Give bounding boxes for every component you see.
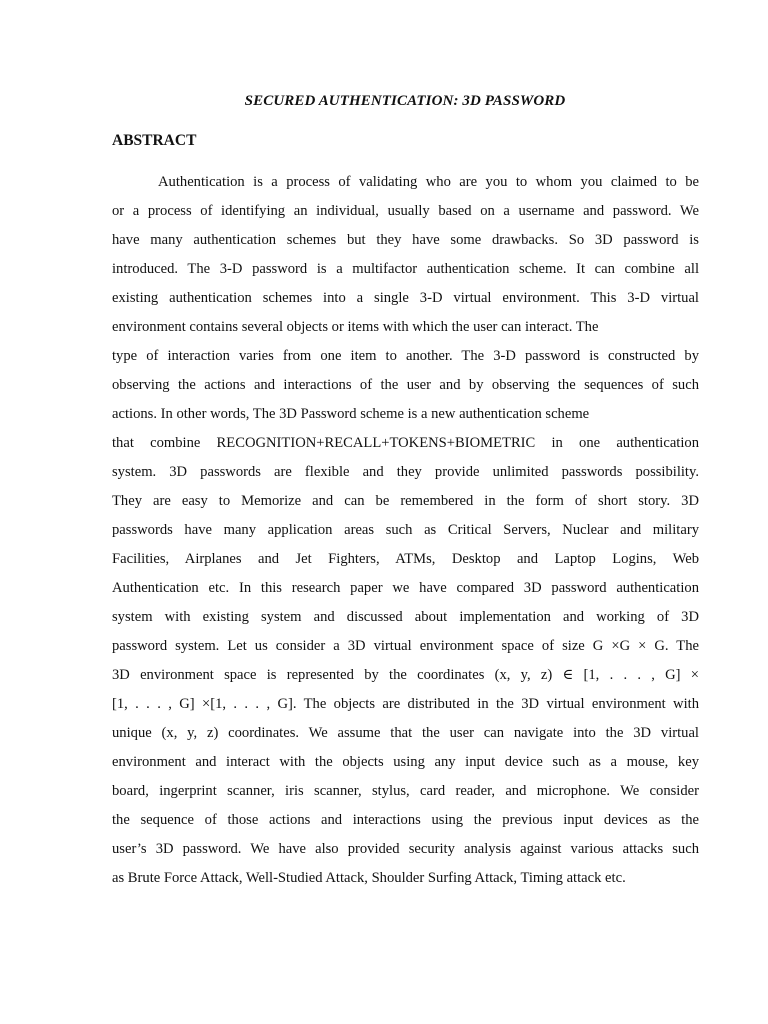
- abstract-line: They are easy to Memorize and can be remembered in the form of short story. 3D: [112, 493, 699, 509]
- abstract-line: board, ingerprint scanner, iris scanner, stylus, card reader, and microphone. We consider: [112, 783, 699, 799]
- abstract-line: [1, . . . , G] ×[1, . . . , G]. The objects are distributed in the 3D virtual environment with: [112, 696, 699, 712]
- abstract-line: passwords have many application areas such as Critical Servers, Nuclear and military: [112, 522, 699, 538]
- abstract-heading: ABSTRACT: [112, 132, 197, 149]
- abstract-line: environment and interact with the objects using any input device such as a mouse, key: [112, 754, 699, 770]
- abstract-line: existing authentication schemes into a single 3-D virtual environment. This 3-D virtual: [112, 290, 699, 306]
- abstract-line: environment contains several objects or items with which the user can interact. The: [112, 319, 599, 335]
- document-title: SECURED AUTHENTICATION: 3D PASSWORD: [244, 93, 566, 109]
- abstract-line: or a process of identifying an individual, usually based on a username and password. We: [112, 203, 699, 219]
- abstract-line: unique (x, y, z) coordinates. We assume that the user can navigate into the 3D virtual: [112, 725, 699, 741]
- abstract-line: as Brute Force Attack, Well-Studied Attack, Shoulder Surfing Attack, Timing attack etc.: [112, 870, 626, 886]
- abstract-line: actions. In other words, The 3D Password scheme is a new authentication scheme: [112, 406, 590, 422]
- abstract-line: have many authentication schemes but they have some drawbacks. So 3D password is: [112, 232, 699, 248]
- abstract-line: observing the actions and interactions of the user and by observing the sequences of such: [112, 377, 699, 393]
- abstract-line: user’s 3D password. We have also provided security analysis against various attacks such: [112, 841, 699, 857]
- abstract-line: the sequence of those actions and interactions using the previous input devices as the: [112, 812, 699, 828]
- abstract-line: introduced. The 3-D password is a multifactor authentication scheme. It can combine all: [112, 261, 699, 277]
- abstract-line: that combine RECOGNITION+RECALL+TOKENS+BIOMETRIC in one authentication: [112, 435, 699, 451]
- abstract-line: Facilities, Airplanes and Jet Fighters, ATMs, Desktop and Laptop Logins, Web: [112, 551, 699, 567]
- abstract-line: Authentication etc. In this research paper we have compared 3D password authentication: [112, 580, 699, 596]
- abstract-line: system with existing system and discussed about implementation and working of 3D: [112, 609, 699, 625]
- abstract-line: 3D environment space is represented by the coordinates (x, y, z) ∈ [1, . . . , G] ×: [112, 667, 699, 683]
- abstract-line: type of interaction varies from one item to another. The 3-D password is constructed by: [112, 348, 699, 364]
- abstract-line: Authentication is a process of validating who are you to whom you claimed to be: [158, 174, 699, 190]
- abstract-body: [112, 172, 699, 897]
- abstract-line: system. 3D passwords are flexible and they provide unlimited passwords possibility.: [112, 464, 699, 480]
- abstract-line: password system. Let us consider a 3D virtual environment space of size G ×G × G. The: [112, 638, 699, 654]
